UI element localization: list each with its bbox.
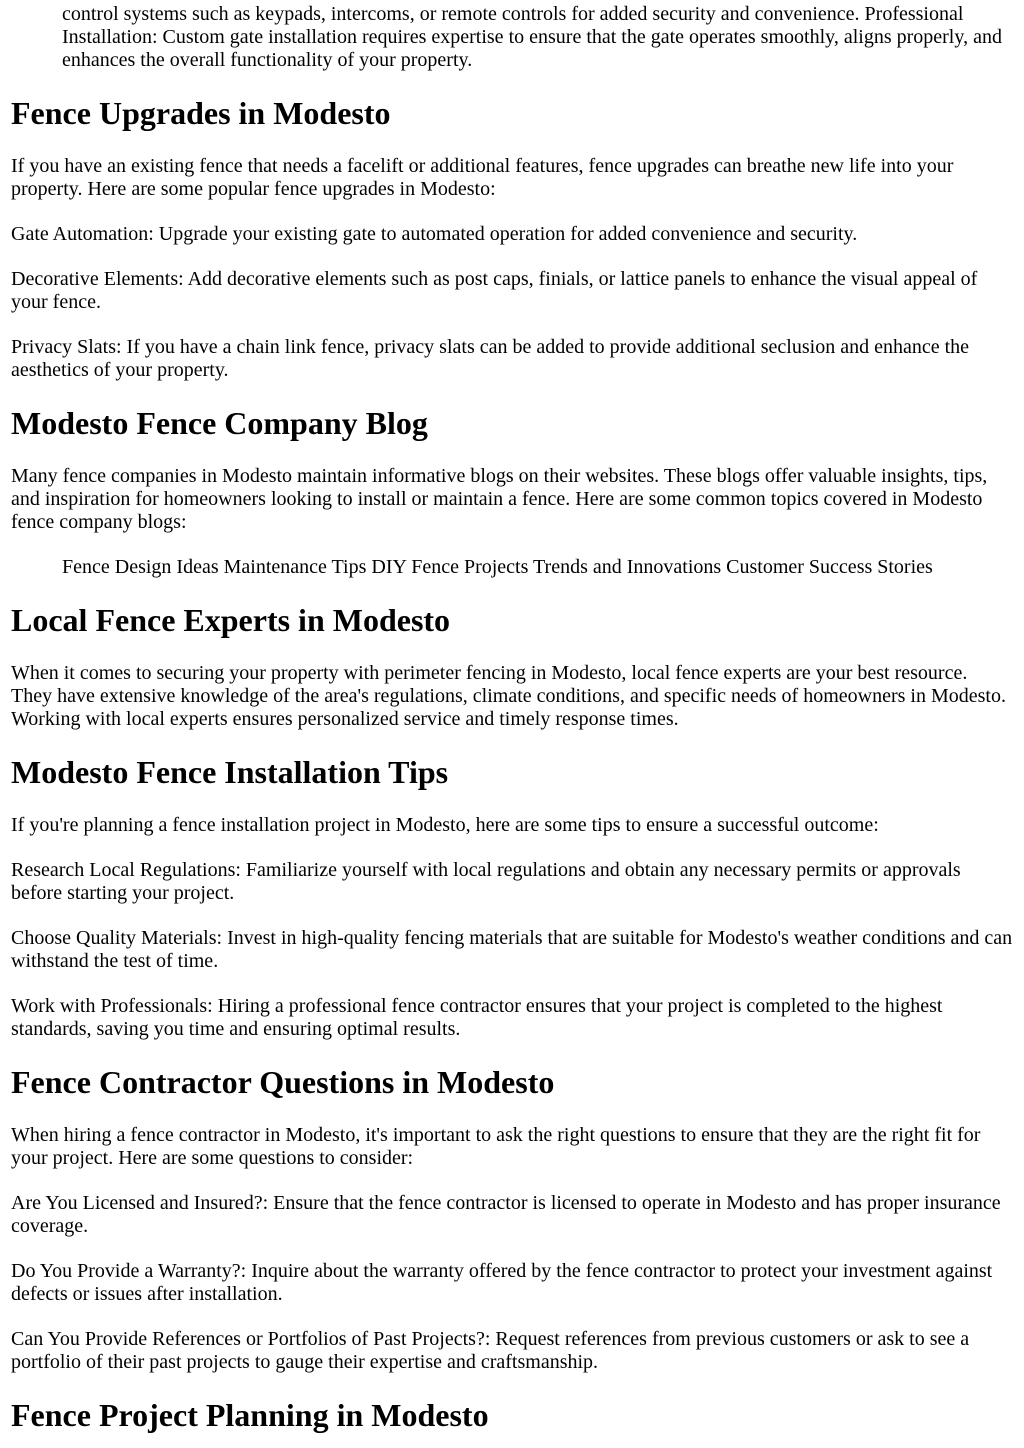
- paragraph-installation-tips-intro: If you're planning a fence installation project in Modesto, here are some tips to ensure a successful outcome:: [11, 814, 879, 836]
- paragraph-custom-gate-continuation: control systems such as keypads, intercoms, or remote controls for added security and convenience. Professional Installation: Custom gate installation requires expertise to ensure that the gate operates smoothly, aligns properly, and enhances the overall functionality of your property.: [62, 3, 1002, 71]
- paragraph-licensed-insured: Are You Licensed and Insured?: Ensure that the fence contractor is licensed to operate in Modesto and has proper insurance coverage.: [11, 1192, 1001, 1237]
- paragraph-research-regulations: Research Local Regulations: Familiarize yourself with local regulations and obtain any necessary permits or approvals before starting your project.: [11, 859, 961, 904]
- paragraph-decorative-elements: Decorative Elements: Add decorative elements such as post caps, finials, or lattice panels to enhance the visual appeal of your fence.: [11, 268, 978, 313]
- paragraph-references-portfolios: Can You Provide References or Portfolios of Past Projects?: Request references from previous customers or ask to see a portfolio of their past projects to gauge their expertise and craftsmanship.: [11, 1328, 970, 1373]
- section-heading-contractor-questions: Fence Contractor Questions in Modesto: [11, 1064, 555, 1100]
- section-heading-installation-tips: Modesto Fence Installation Tips: [11, 754, 449, 790]
- section-heading-project-planning: Fence Project Planning in Modesto: [11, 1397, 489, 1433]
- section-heading-local-experts: Local Fence Experts in Modesto: [11, 602, 451, 638]
- paragraph-warranty: Do You Provide a Warranty?: Inquire about the warranty offered by the fence contractor to protect your investment against defects or issues after installation.: [11, 1260, 993, 1305]
- paragraph-fence-upgrades-intro: If you have an existing fence that needs a facelift or additional features, fence upgrades can breathe new life into your property. Here are some popular fence upgrades in Modesto:: [11, 155, 954, 200]
- section-heading-fence-upgrades: Fence Upgrades in Modesto: [11, 95, 391, 131]
- paragraph-work-with-professionals: Work with Professionals: Hiring a professional fence contractor ensures that your project is completed to the highest standards, saving you time and ensuring optimal results.: [11, 995, 943, 1040]
- paragraph-choose-materials: Choose Quality Materials: Invest in high-quality fencing materials that are suitable for Modesto's weather conditions and can withstand the test of time.: [11, 927, 1013, 972]
- paragraph-privacy-slats: Privacy Slats: If you have a chain link fence, privacy slats can be added to provide additional seclusion and enhance the aesthetics of your property.: [11, 336, 970, 381]
- section-heading-company-blog: Modesto Fence Company Blog: [11, 405, 428, 441]
- paragraph-local-experts: When it comes to securing your property with perimeter fencing in Modesto, local fence experts are your best resource. They have extensive knowledge of the area's regulations, climate conditions, and specific needs of homeowners in Modesto. Working with local experts ensures personalized service and timely response times.: [11, 662, 1006, 730]
- paragraph-blog-topics: Fence Design Ideas Maintenance Tips DIY Fence Projects Trends and Innovations Customer Success Stories: [62, 556, 933, 578]
- paragraph-contractor-questions-intro: When hiring a fence contractor in Modesto, it's important to ask the right questions to ensure that they are the right fit for your project. Here are some questions to consider:: [11, 1124, 981, 1169]
- paragraph-blog-intro: Many fence companies in Modesto maintain informative blogs on their websites. These blogs offer valuable insights, tips, and inspiration for homeowners looking to install or maintain a fence. Here are some common topics covered in Modesto fence company blogs:: [11, 465, 988, 533]
- paragraph-gate-automation: Gate Automation: Upgrade your existing gate to automated operation for added convenience and security.: [11, 223, 858, 245]
